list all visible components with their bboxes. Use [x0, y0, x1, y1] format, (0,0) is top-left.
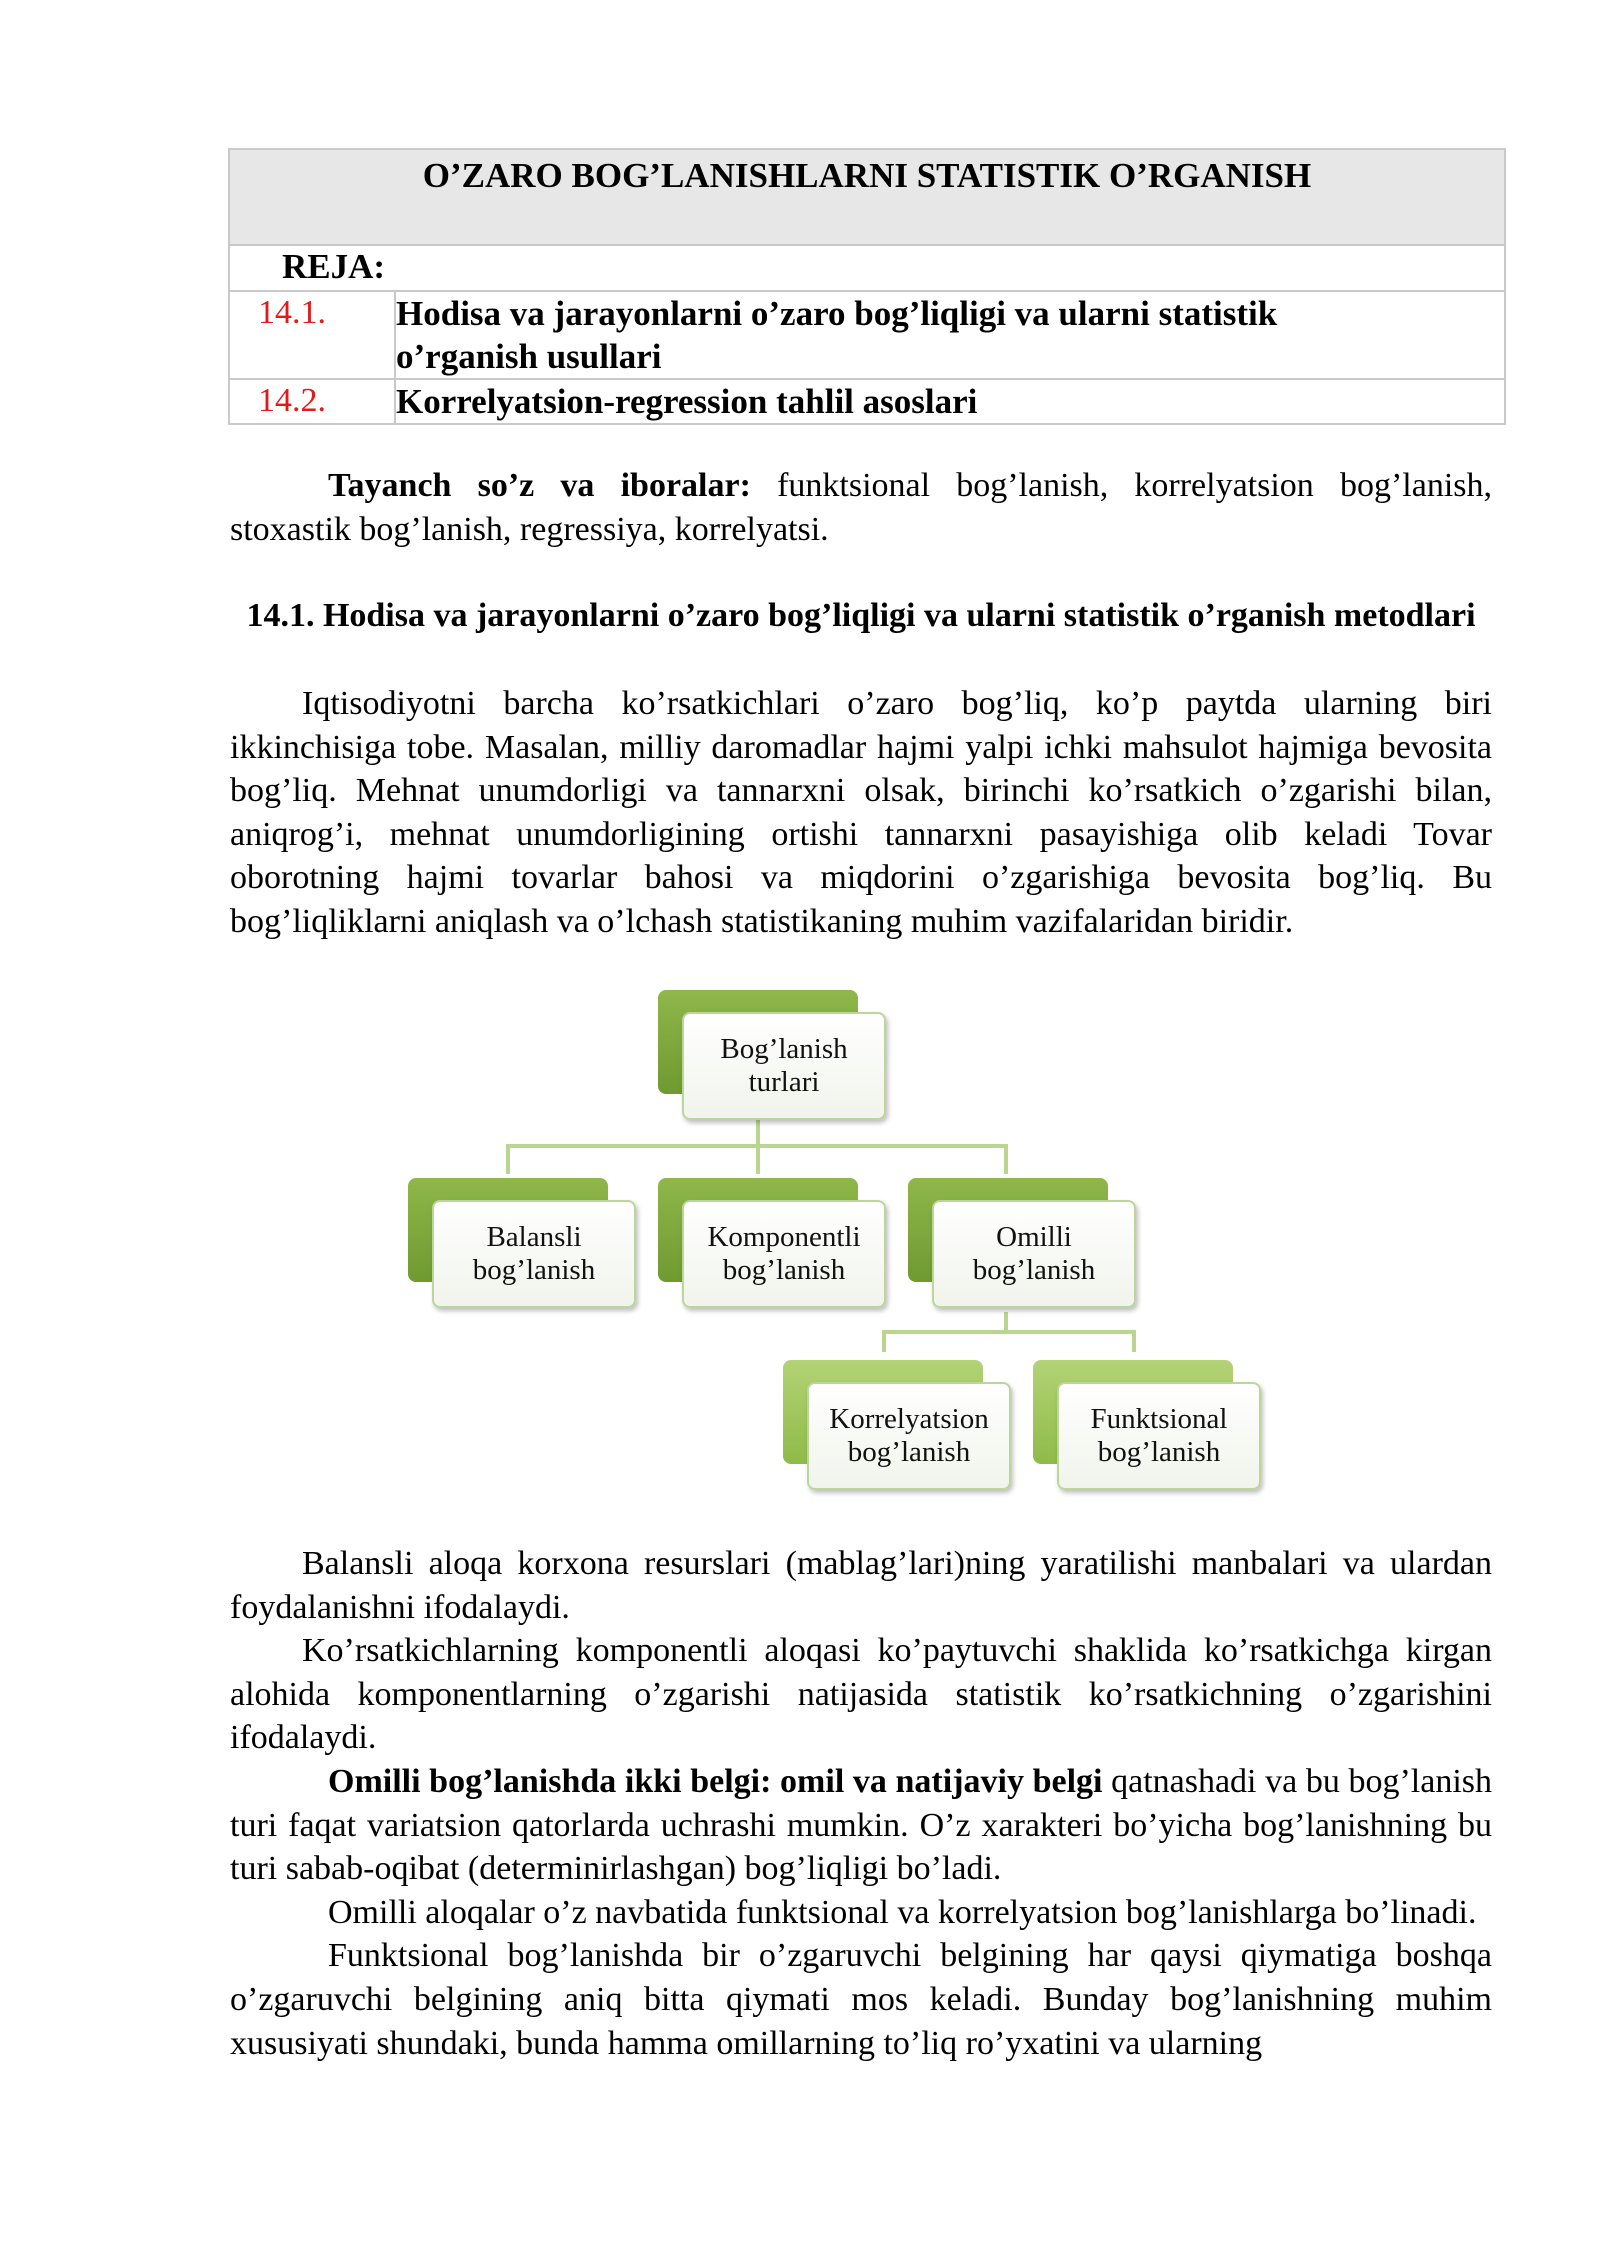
- plan-item-text: Hodisa va jarayonlarni o’zaro bog’liqligi va ularni statistik o’rganish usullari: [395, 291, 1505, 379]
- connector-line: [1132, 1330, 1136, 1352]
- diagram-node-komponentli: [658, 1178, 886, 1306]
- plan-label: REJA:: [229, 245, 1505, 291]
- connector-line: [756, 1116, 760, 1146]
- diagram-node-funktsional: [1033, 1360, 1261, 1488]
- connector-line: [882, 1330, 886, 1352]
- diagram-node-omilli: [908, 1178, 1136, 1306]
- plan-table: [228, 148, 1506, 425]
- paragraph-komponentli: Ko’rsatkichlarning komponentli aloqasi ko’paytuvchi shaklida ko’rsatkichga kirgan alohida komponentlarning o’zgarishi natijasida statistik ko’rsatkichning o’zgarishini ifodalaydi.: [230, 1632, 1492, 1757]
- plan-item-text: Korrelyatsion-regression tahlil asoslari: [395, 379, 1505, 424]
- keywords-paragraph: [230, 464, 1492, 551]
- diagram-node-korrelyatsion: [783, 1360, 1011, 1488]
- plan-item-number: 14.1.: [229, 291, 395, 379]
- diagram-node-root: [658, 990, 886, 1118]
- diagram-node-balansli: [408, 1178, 636, 1306]
- paragraph-omilli-aloqalar: Omilli aloqalar o’z navbatida funktsional va korrelyatsion bog’lanishlarga bo’linadi.: [328, 1893, 1477, 1931]
- connection-types-diagram: [400, 990, 1300, 1530]
- node-label: Balansli bog’lanish: [432, 1200, 636, 1308]
- node-label: Omilli bog’lanish: [932, 1200, 1136, 1308]
- chapter-title: O’ZARO BOG’LANISHLARNI STATISTIK O’RGANISH: [229, 149, 1505, 245]
- plan-row: [229, 379, 1505, 424]
- section-heading: 14.1. Hodisa va jarayonlarni o’zaro bog’liqligi va ularni statistik o’rganish metodlari: [246, 597, 1476, 634]
- paragraph-funktsional: Funktsional bog’lanishda bir o’zgaruvchi belgining har qaysi qiymatiga boshqa o’zgaruvchi belgining aniq bitta qiymati mos keladi. Bunday bog’lanishning muhim xususiyati shundaki, bunda hamma omillarning to’liq ro’yxatini va ularning: [230, 1937, 1492, 2062]
- connector-line: [756, 1144, 760, 1174]
- node-label: Bog’lanish turlari: [682, 1012, 886, 1120]
- node-label: Funktsional bog’lanish: [1057, 1382, 1261, 1490]
- paragraph-text: Iqtisodiyotni barcha ko’rsatkichlari o’zaro bog’liq, ko’p paytda ularning biri ikkinchisiga tobe. Masalan, milliy daromadlar hajmi yalpi ichki mahsulot hajmiga bevosita bog’liq. Mehnat unumdorligi va tannarxni olsak, birinchi ko’rsatkich o’zgarishi bilan, aniqrog’i, mehnat unumdorligining ortishi tannarxni pasayishiga olib keladi Tovar oborotning hajmi tovarlar bahosi va miqdorini o’zgarishiga bevosita bog’liq. Bu bog’liqliklarni aniqlash va o’lchash statistikaning muhim vazifalaridan biridir.: [230, 685, 1492, 940]
- paragraph-balansli: Balansli aloqa korxona resurslari (mablag’lari)ning yaratilishi manbalari va ulardan foydalanishni ifodalaydi.: [230, 1545, 1492, 1626]
- paragraph-omilli: [230, 1760, 1492, 1891]
- plan-item-number: 14.2.: [229, 379, 395, 424]
- paragraph-bold-lead: Omilli bog’lanishda ikki belgi: omil va natijaviy belgi: [328, 1762, 1103, 1800]
- connector-line: [506, 1144, 510, 1174]
- paragraph-intro: [230, 682, 1492, 944]
- keywords-label: Tayanch so’z va iboralar:: [328, 467, 751, 504]
- connector-line: [1004, 1144, 1008, 1174]
- paragraph-text: qatnashadi va bu bog’lanish turi faqat variatsion qatorlarda uchrashi mumkin. O’z xarakteri bo’yicha bog’lanishning bu turi sabab-oqibat (determinirlashgan) bog’liqligi bo’ladi.: [230, 1762, 1492, 1888]
- paragraph-body: [230, 1542, 1492, 2065]
- keywords-text: funktsional bog’lanish, korrelyatsion bog’lanish, stoxastik bog’lanish, regressiya, korrelyatsi.: [230, 467, 1492, 548]
- connector-line: [1004, 1312, 1008, 1332]
- node-label: Korrelyatsion bog’lanish: [807, 1382, 1011, 1490]
- connector-line: [882, 1330, 1134, 1334]
- plan-row: [229, 291, 1505, 379]
- node-label: Komponentli bog’lanish: [682, 1200, 886, 1308]
